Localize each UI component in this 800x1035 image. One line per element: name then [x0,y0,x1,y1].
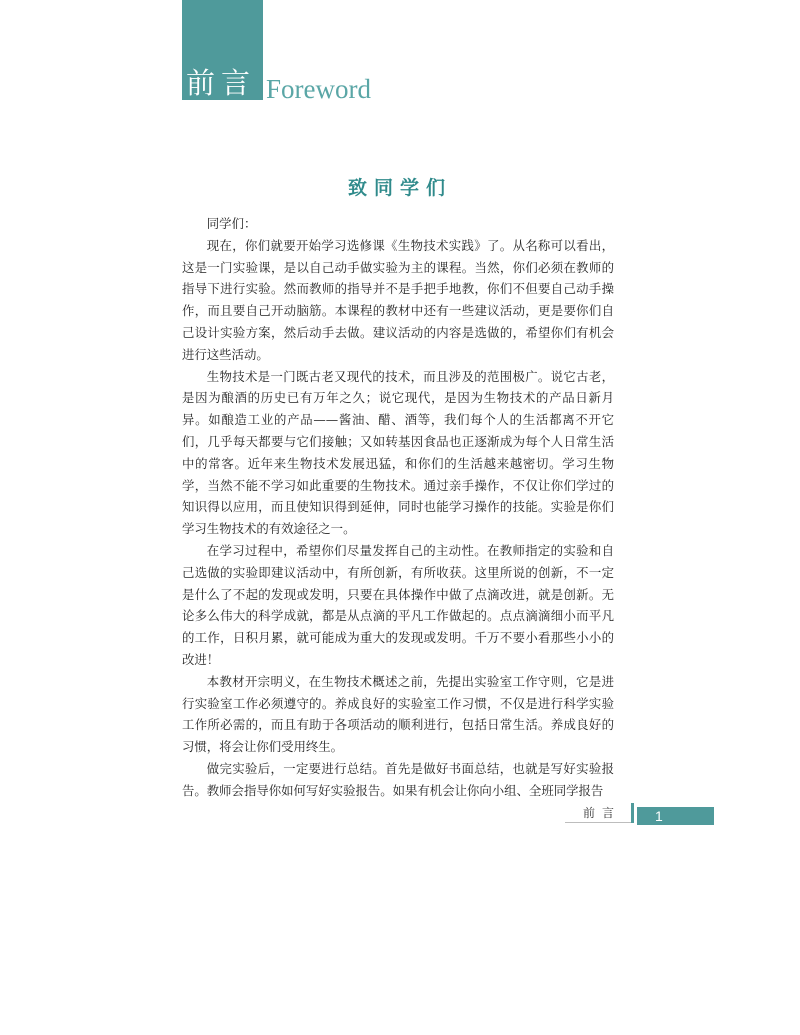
paragraph: 在学习过程中，希望你们尽量发挥自己的主动性。在教师指定的实验和自己选做的实验即建议活动中，有所创新，有所收获。这里所说的创新，不一定是什么了不起的发现或发明，只要在具体操作中做了点滴改进，就是创新。无论多么伟大的科学成就，都是从点滴的平凡工作做起的。点点滴滴细小而平凡的工作，日积月累，就可能成为重大的发现或发明。千万不要小看那些小小的改进！ [182,542,614,667]
header-title-cn: 前言 [186,66,257,100]
document-title: 致同学们 [347,177,452,199]
page-number-tab [637,807,714,825]
footer-accent-bar [631,803,634,823]
header-title-en: Foreword [266,74,371,104]
paragraph: 现在，你们就要开始学习选修课《生物技术实践》了。从名称可以看出，这是一门实验课，是以自己动手做实验为主的课程。当然，你们必须在教师的指导下进行实验。然而教师的指导并不是手把手地教，你们不但要自己动手操作，而且要自己开动脑筋。本课程的教材中还有一些建议活动，更是要你们自己设计实验方案，然后动手去做。建议活动的内容是选做的，希望你们有机会进行这些活动。 [182,237,614,362]
paragraph: 生物技术是一门既古老又现代的技术，而且涉及的范围极广。说它古老，是因为酿酒的历史已有万年之久；说它现代，是因为生物技术的产品日新月异。如酿造工业的产品——酱油、醋、酒等，我们每个人的生活都离不开它们，几乎每天都要与它们接触；又如转基因食品也正逐渐成为每个人日常生活中的常客。近年来生物技术发展迅猛，和你们的生活越来越密切。学习生物学，当然不能不学习如此重要的生物技术。通过亲手操作，不仅让你们学过的知识得以应用，而且使知识得到延伸，同时也能学习操作的技能。实验是你们学习生物技术的有效途径之一。 [182,368,614,537]
page-number: 1 [655,808,663,824]
footer-divider [565,822,631,823]
document-body [182,213,614,802]
paragraph: 本教材开宗明义，在生物技术概述之前，先提出实验室工作守则，它是进行实验室工作必须遵守的。养成良好的实验室工作习惯，不仅是进行科学实验工作所必需的，而且有助于各项活动的顺利进行，包括日常生活。养成良好的习惯，将会让你们受用终生。 [182,673,614,755]
paragraph: 做完实验后，一定要进行总结。首先是做好书面总结，也就是写好实验报告。教师会指导你如何写好实验报告。如果有机会让你向小组、全班同学报告 [182,760,614,798]
greeting: 同学们： [206,216,257,231]
footer-section-label: 前言 [583,806,622,820]
